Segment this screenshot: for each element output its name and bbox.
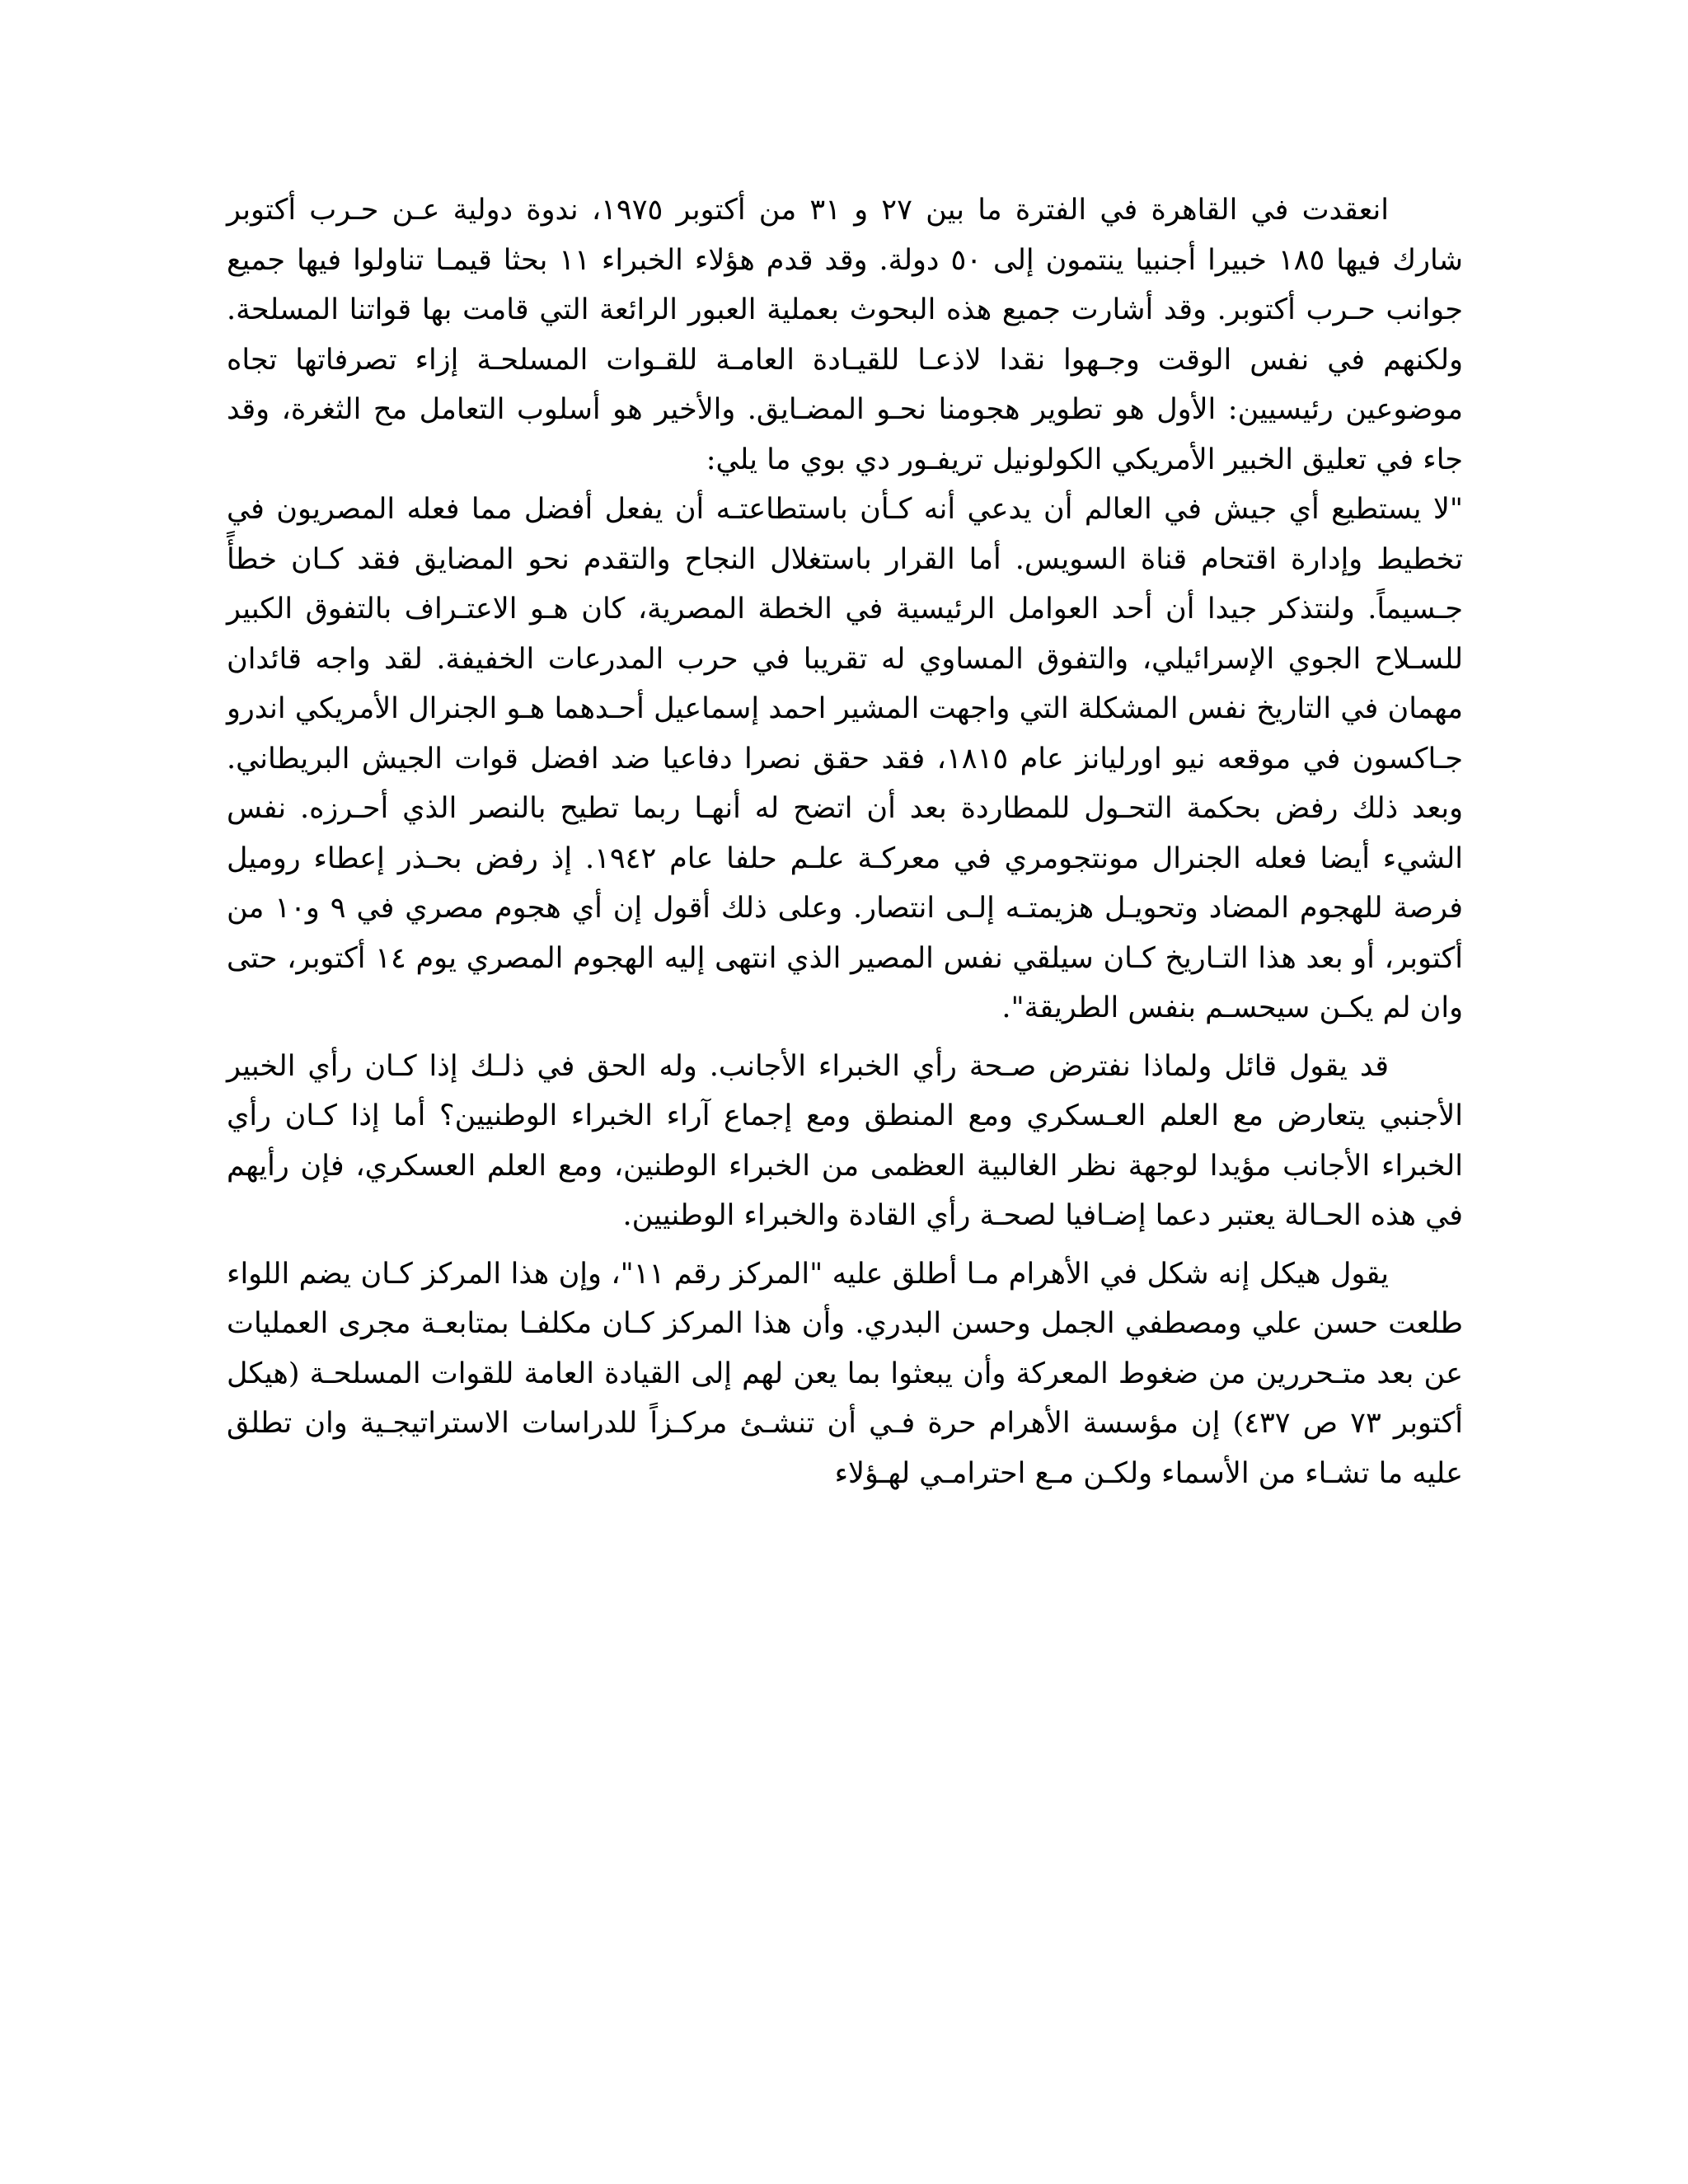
paragraph-foreign-experts: قد يقول قائل ولماذا نفترض صـحة رأي الخبراء الأجانب. وله الحق في ذلـك إذا كـان رأي الخبير الأجنبي يتعارض مع العلم العـسكري ومع المنطق ومع إجماع آراء الخبراء الوطنيين؟ أما إذا كـان رأي الخبراء الأجانب مؤيدا لوجهة نظر الغالبية العظمى من الخبراء الوطنين، ومع العلم العسكري، فإن رأيهم في هذه الحـالة يعتبر دعما إضـافيا لصحـة رأي القادة والخبراء الوطنيين. bbox=[227, 1049, 1463, 1232]
paragraph-dupuy-quote: "لا يستطيع أي جيش في العالم أن يدعي أنه كـأن باستطاعتـه أن يفعل أفضل مما فعله المصريون في تخطيط وإدارة اقتحام قناة السويس. أما القرار باستغلال النجاح والتقدم نحو المضايق فقد كـان خطأً جـسيماً. ولنتذكر جيدا أن أحد العوامل الرئيسية في الخطة المصرية، كان هـو الاعتـراف بالتفوق الكبير للسـلاح الجوي الإسرائيلي، والتفوق المساوي له تقريبا في حرب المدرعات الخفيفة. لقد واجه قائدان مهمان في التاريخ نفس المشكلة التي واجهت المشير احمد إسماعيل أحـدهما هـو الجنرال الأمريكي اندرو جـاكسون في موقعه نيو اورليانز عام ١٨١٥، فقد حقق نصرا دفاعيا ضد افضل قوات الجيش البريطاني. وبعد ذلك رفض بحكمة التحـول للمطاردة بعد أن اتضح له أنهـا ربما تطيح بالنصر الذي أحـرزه. نفس الشيء أيضا فعله الجنرال مونتجومري في معركـة علـم حلفا عام ١٩٤٢. إذ رفض بحـذر إعطاء روميل فرصة للهجوم المضاد وتحويـل هزيمتـه إلـى انتصار. وعلى ذلك أقول إن أي هجوم مصري في ٩ و١٠ من أكتوبر، أو بعد هذا التـاريخ كـان سيلقي نفس المصير الذي انتهى إليه الهجوم المصري يوم ١٤ أكتوبر، حتى وان لم يكـن سيحسـم بنفس الطريقة". bbox=[227, 493, 1464, 1024]
paragraph-heikal-center: يقول هيكل إنه شكل في الأهرام مـا أطلق عليه "المركز رقم ١١"، وإن هذا المركز كـان يضم اللواء طلعت حسن علي ومصطفي الجمل وحسن البدري. وأن هذا المركز كـان مكلفـا بمتابعـة مجرى العمليات عن بعد متـحررين من ضغوط المعركة وأن يبعثوا بما يعن لهم إلى القيادة العامة للقوات المسلحـة (هيكل أكتوبر ٧٣ ص ٤٣٧) إن مؤسسة الأهرام حرة فـي أن تنشـئ مركـزاً للدراسات الاستراتيجـية وان تطلق عليه ما تشـاء من الأسماء ولكـن مـع احترامـي لهـؤلاء bbox=[227, 1257, 1463, 1490]
paragraph-conference-intro: انعقدت في القاهرة في الفترة ما بين ٢٧ و ٣١ من أكتوبر ١٩٧٥، ندوة دولية عـن حـرب أكتوبر شارك فيها ١٨٥ خبيرا أجنبيا ينتمون إلى ٥٠ دولة. وقد قدم هؤلاء الخبراء ١١ بحثا قيمـا تناولوا فيها جميع جوانب حـرب أكتوبر. وقد أشارت جميع هذه البحوث بعملية العبور الرائعة التي قامت بها قواتنا المسلحة. ولكنهم في نفس الوقت وجـهوا نقدا لاذعـا للقيـادة العامـة للقـوات المسلحـة إزاء تصرفاتها تجاه موضوعين رئيسيين: الأول هو تطوير هجومنا نحـو المضـايق. والأخير هو أسلوب التعامل مح الثغرة، وقد جاء في تعليق الخبير الأمريكي الكولونيل تريفـور دي بوي ما يلي: bbox=[227, 194, 1463, 476]
body-text bbox=[227, 185, 1463, 1498]
